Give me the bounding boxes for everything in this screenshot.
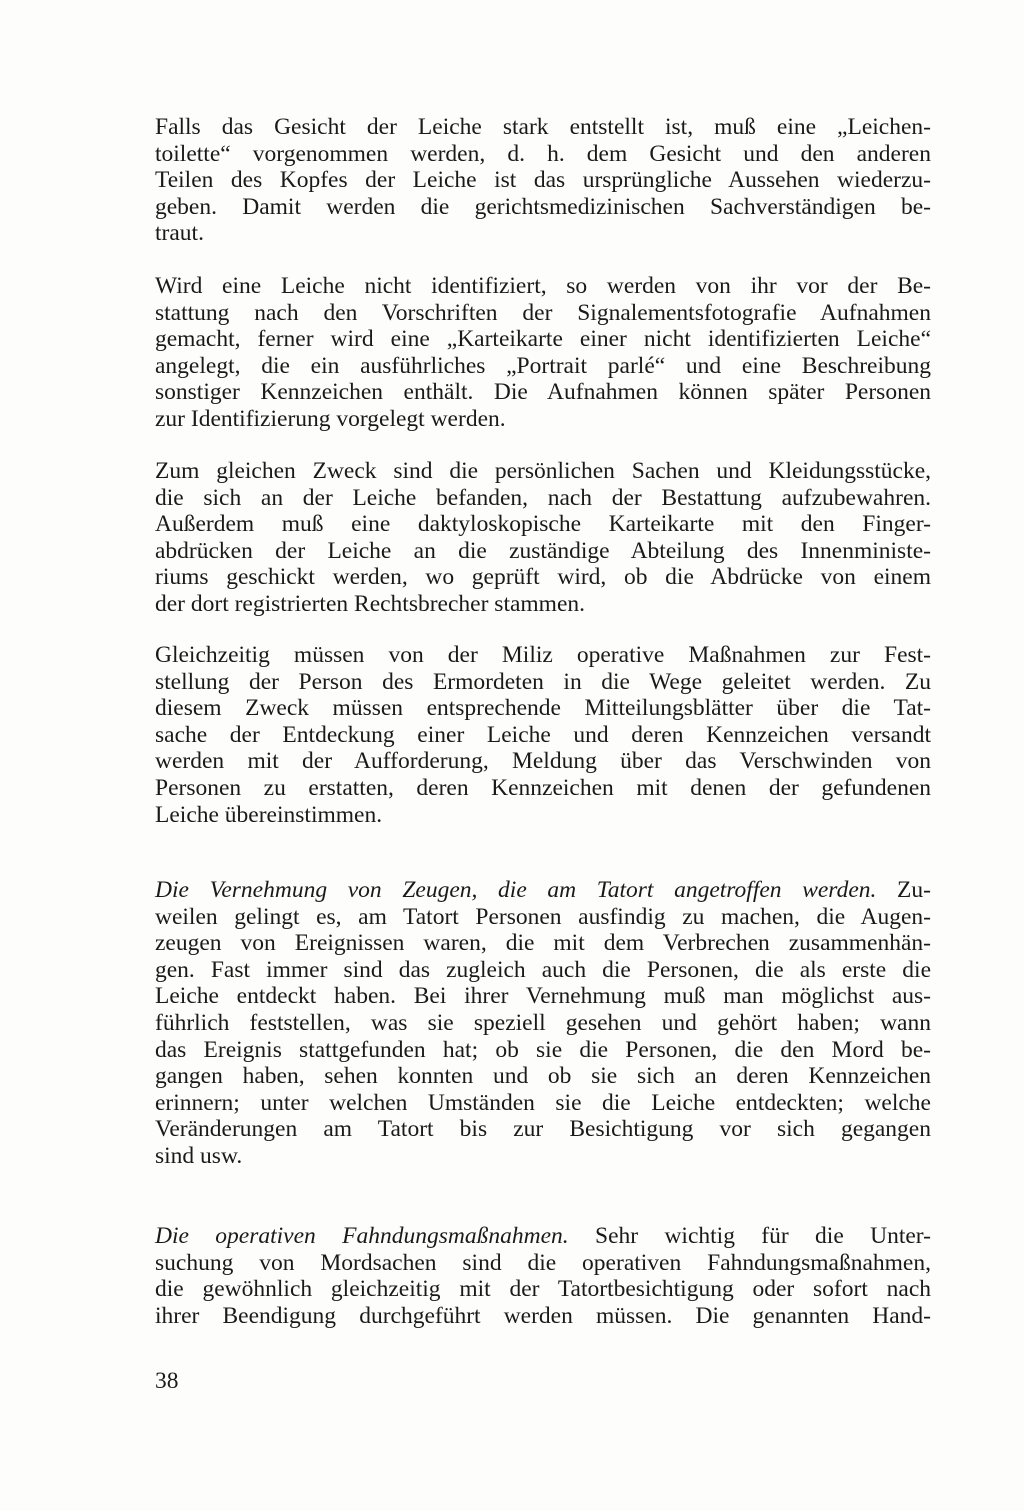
text-line: sind usw. — [155, 1142, 243, 1169]
text-line: erinnern; unter welchen Umständen sie die Leiche entdeckten; welche — [155, 1089, 931, 1116]
text-line: geben. Damit werden die gerichtsmedizinischen Sachverständigen be- — [155, 193, 931, 220]
text-line: Außerdem muß eine daktyloskopische Karteikarte mit den Finger- — [155, 511, 931, 538]
text-line-with-heading — [155, 877, 931, 904]
text-line: werden mit der Aufforderung, Meldung über das Verschwinden von — [155, 748, 931, 775]
text-line: sonstiger Kennzeichen enthält. Die Aufnahmen können später Personen — [155, 379, 931, 406]
text-line: die gewöhnlich gleichzeitig mit der Tatortbesichtigung oder sofort nach — [155, 1276, 931, 1303]
text-line: ihrer Beendigung durchgeführt werden müssen. Die genannten Hand- — [155, 1302, 931, 1329]
text-line: abdrücken der Leiche an die zuständige Abteilung des Innenministe- — [155, 537, 931, 564]
text-line: Leiche entdeckt haben. Bei ihrer Vernehmung muß man möglichst aus- — [155, 983, 931, 1010]
text-line: Gleichzeitig müssen von der Miliz operative Maßnahmen zur Fest- — [155, 642, 931, 668]
text-line: gen. Fast immer sind das zugleich auch die Personen, die als erste die — [155, 956, 931, 983]
heading-continuation: Sehr wichtig für die Unter- — [568, 1223, 931, 1249]
text-line: Leiche übereinstimmen. — [155, 801, 383, 828]
paragraph-unidentified-corpse — [155, 273, 931, 433]
paragraph-corpse-toilette — [155, 114, 931, 247]
text-line: suchung von Mordsachen sind die operativen Fahndungsmaßnahmen, — [155, 1249, 931, 1276]
text-line: stellung der Person des Ermordeten in die Wege geleitet werden. Zu — [155, 668, 931, 695]
text-line: angelegt, die ein ausführliches „Portrait parlé“ und eine Beschreibung — [155, 352, 931, 379]
text-line: sache der Entdeckung einer Leiche und deren Kennzeichen versandt — [155, 721, 931, 748]
text-line: zur Identifizierung vorgelegt werden. — [155, 405, 506, 432]
section-heading: Die Vernehmung von Zeugen, die am Tatort angetroffen werden. — [155, 877, 877, 903]
text-line: der dort registrierten Rechtsbrecher stammen. — [155, 590, 586, 617]
text-line: führlich feststellen, was sie speziell gesehen und gehört haben; wann — [155, 1009, 931, 1036]
text-line: gemacht, ferner wird eine „Karteikarte einer nicht identifizierten Leiche“ — [155, 326, 931, 353]
text-line: die sich an der Leiche befanden, nach der Bestattung aufzubewahren. — [155, 484, 931, 511]
text-line: traut. — [155, 220, 204, 247]
text-line: Personen zu erstatten, deren Kennzeichen mit denen der gefundenen — [155, 774, 931, 801]
text-line: Zum gleichen Zweck sind die persönlichen Sachen und Kleidungsstücke, — [155, 458, 931, 484]
section-heading: Die operativen Fahndungsmaßnahmen. — [155, 1223, 569, 1249]
text-line: Wird eine Leiche nicht identifiziert, so werden von ihr vor der Be- — [155, 273, 931, 299]
text-line: weilen gelingt es, am Tatort Personen ausfindig zu machen, die Augen- — [155, 903, 931, 930]
paragraph-militia-measures — [155, 642, 931, 828]
text-line: stattung nach den Vorschriften der Signalementsfotografie Aufnahmen — [155, 299, 931, 326]
text-line: diesem Zweck müssen entsprechende Mitteilungsblätter über die Tat- — [155, 695, 931, 722]
heading-continuation: Zu- — [876, 877, 931, 903]
text-line-with-heading — [155, 1223, 931, 1250]
text-line: zeugen von Ereignissen waren, die mit dem Verbrechen zusammenhän- — [155, 930, 931, 957]
text-line: riums geschickt werden, wo geprüft wird, ob die Abdrücke von einem — [155, 564, 931, 591]
paragraph-search-measures — [155, 1223, 931, 1329]
text-line: Veränderungen am Tatort bis zur Besichtigung vor sich gegangen — [155, 1116, 931, 1143]
page-number: 38 — [155, 1368, 179, 1394]
paragraph-witness-interrogation — [155, 877, 931, 1170]
text-line: Falls das Gesicht der Leiche stark entstellt ist, muß eine „Leichen- — [155, 114, 931, 140]
text-line: toilette“ vorgenommen werden, d. h. dem Gesicht und den anderen — [155, 140, 931, 167]
text-line: gangen haben, sehen konnten und ob sie sich an deren Kennzeichen — [155, 1063, 931, 1090]
text-line: das Ereignis stattgefunden hat; ob sie die Personen, die den Mord be- — [155, 1036, 931, 1063]
paragraph-personal-belongings — [155, 458, 931, 618]
text-line: Teilen des Kopfes der Leiche ist das ursprüngliche Aussehen wiederzu- — [155, 167, 931, 194]
